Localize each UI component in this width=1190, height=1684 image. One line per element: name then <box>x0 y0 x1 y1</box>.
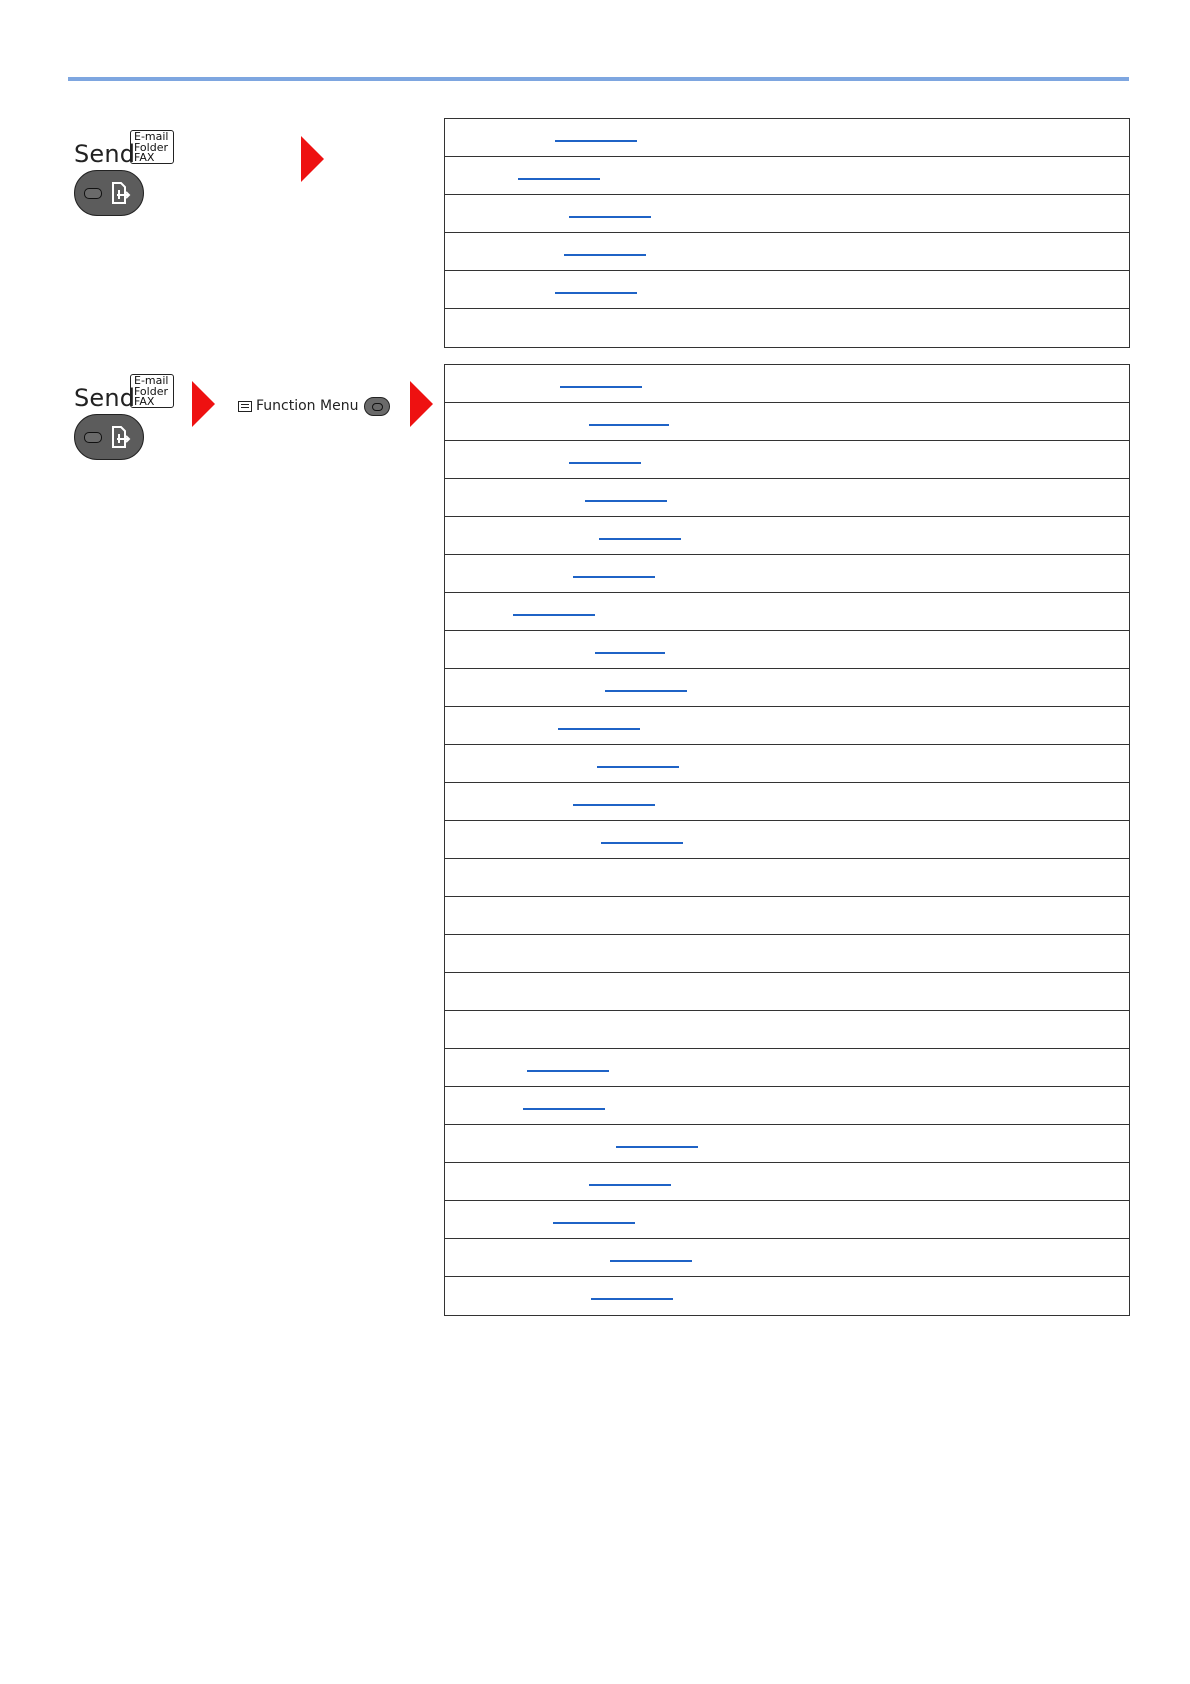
page-link[interactable] <box>610 1260 692 1262</box>
page-link[interactable] <box>527 1070 609 1072</box>
page-link[interactable] <box>573 576 655 578</box>
table-row <box>445 479 1129 517</box>
send-key-1 <box>74 130 179 226</box>
page-link[interactable] <box>589 424 669 426</box>
page-link[interactable] <box>555 140 637 142</box>
page-link[interactable] <box>573 804 655 806</box>
page-link[interactable] <box>513 614 595 616</box>
page-link[interactable] <box>595 652 665 654</box>
table-row <box>445 1277 1129 1315</box>
send-button-icon <box>74 170 144 216</box>
send-destination-box <box>130 374 174 408</box>
box-line-email: E-mail <box>134 130 169 143</box>
page-link[interactable] <box>523 1108 605 1110</box>
table-row <box>445 1011 1129 1049</box>
function-menu-icon <box>238 401 252 412</box>
page-link[interactable] <box>585 500 667 502</box>
table-row <box>445 309 1129 347</box>
page-link[interactable] <box>601 842 683 844</box>
arrow-right-icon <box>192 381 215 427</box>
function-menu <box>238 393 390 419</box>
page-link[interactable] <box>599 538 681 540</box>
page-link[interactable] <box>564 254 646 256</box>
table-row <box>445 897 1129 935</box>
table-row <box>445 233 1129 271</box>
table-row <box>445 517 1129 555</box>
page-link[interactable] <box>589 1184 671 1186</box>
table-row <box>445 1125 1129 1163</box>
table-row <box>445 593 1129 631</box>
table-row <box>445 669 1129 707</box>
box-line-email: E-mail <box>134 374 169 387</box>
table-row <box>445 859 1129 897</box>
send-word: Send <box>74 384 136 412</box>
table-row <box>445 707 1129 745</box>
table-row <box>445 119 1129 157</box>
table-row <box>445 403 1129 441</box>
page-link[interactable] <box>616 1146 698 1148</box>
page-link[interactable] <box>558 728 640 730</box>
page-link[interactable] <box>553 1222 635 1224</box>
table-row <box>445 935 1129 973</box>
box-line-folder: Folder <box>134 384 168 398</box>
table-row <box>445 1087 1129 1125</box>
document-send-icon <box>106 424 132 450</box>
table-row <box>445 1239 1129 1277</box>
send-word: Send <box>74 140 136 168</box>
settings-table-1 <box>444 118 1130 348</box>
page-link[interactable] <box>518 178 600 180</box>
table-row <box>445 821 1129 859</box>
table-row <box>445 365 1129 403</box>
table-row <box>445 441 1129 479</box>
box-line-fax: FAX <box>134 395 155 408</box>
box-line-folder: Folder <box>134 140 168 154</box>
led-indicator <box>84 432 102 443</box>
function-menu-label: Function Menu <box>256 398 359 414</box>
table-row <box>445 745 1129 783</box>
send-button-icon <box>74 414 144 460</box>
page-link[interactable] <box>569 462 641 464</box>
table-row <box>445 1163 1129 1201</box>
box-line-fax: FAX <box>134 151 155 164</box>
table-row <box>445 973 1129 1011</box>
table-row <box>445 783 1129 821</box>
led-indicator <box>84 188 102 199</box>
send-destination-box <box>130 130 174 164</box>
document-send-icon <box>106 180 132 206</box>
page-link[interactable] <box>591 1298 673 1300</box>
page-link[interactable] <box>555 292 637 294</box>
send-key-2 <box>74 374 179 470</box>
header-rule <box>68 77 1129 81</box>
table-row <box>445 271 1129 309</box>
settings-table-2 <box>444 364 1130 1316</box>
table-row <box>445 631 1129 669</box>
page-link[interactable] <box>597 766 679 768</box>
table-row <box>445 555 1129 593</box>
function-menu-button-icon <box>364 397 390 416</box>
page-link[interactable] <box>560 386 642 388</box>
arrow-right-icon <box>301 136 324 182</box>
table-row <box>445 195 1129 233</box>
page-link[interactable] <box>569 216 651 218</box>
table-row <box>445 157 1129 195</box>
table-row <box>445 1049 1129 1087</box>
table-row <box>445 1201 1129 1239</box>
page-link[interactable] <box>605 690 687 692</box>
arrow-right-icon <box>410 381 433 427</box>
